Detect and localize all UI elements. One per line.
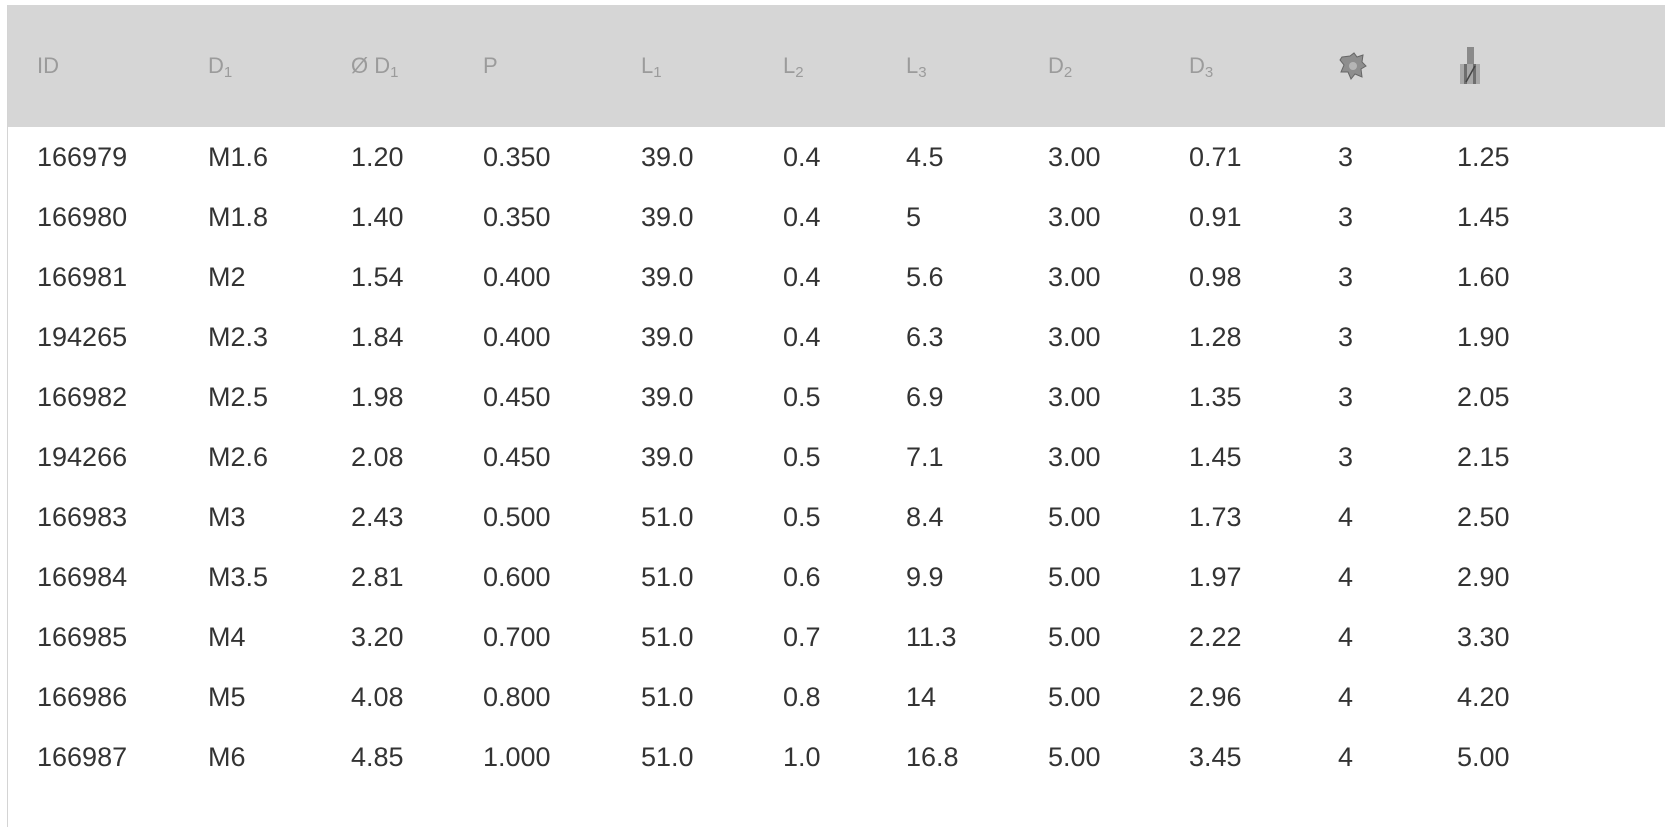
cell-l2: 0.7 <box>783 621 821 652</box>
cell-pitch: 0.400 <box>483 321 551 352</box>
table-row[interactable] <box>8 727 1665 787</box>
table-row[interactable] <box>8 187 1665 247</box>
cell-l1: 39.0 <box>641 441 694 472</box>
col-header-drill-diameter[interactable] <box>1427 5 1665 127</box>
cell-l2: 0.5 <box>783 501 821 532</box>
cell-l2: 0.4 <box>783 321 821 352</box>
cell-l2: 0.5 <box>783 381 821 412</box>
cell-l3: 7.1 <box>906 441 944 472</box>
cell-l3: 16.8 <box>906 741 959 772</box>
cell-pitch: 0.500 <box>483 501 551 532</box>
cell-thread-size: M6 <box>208 741 246 772</box>
col-header-l2[interactable]: $L_2$ <box>783 53 804 81</box>
cell-core-diameter: 1.54 <box>351 261 404 292</box>
cell-drill-diameter: 2.15 <box>1457 441 1510 472</box>
cell-pitch: 0.350 <box>483 201 551 232</box>
flutes-cross-section-icon <box>1338 51 1368 81</box>
cell-l3: 8.4 <box>906 501 944 532</box>
col-header-core-diameter[interactable]: Ø $D_1$ <box>351 53 399 81</box>
cell-drill-diameter: 1.90 <box>1457 321 1510 352</box>
cell-flutes: 3 <box>1338 201 1354 232</box>
table-row[interactable] <box>8 667 1665 727</box>
cell-d3: 2.96 <box>1189 681 1242 712</box>
cell-drill-diameter: 1.60 <box>1457 261 1510 292</box>
cell-core-diameter: 3.20 <box>351 621 404 652</box>
cell-drill-diameter: 2.05 <box>1457 381 1510 412</box>
cell-l1: 39.0 <box>641 141 694 172</box>
col-header-pitch[interactable]: P <box>483 53 498 78</box>
cell-d2: 3.00 <box>1048 381 1101 412</box>
table-row[interactable] <box>8 607 1665 667</box>
cell-pitch: 1.000 <box>483 741 551 772</box>
cell-flutes: 3 <box>1338 321 1354 352</box>
col-header-d1[interactable]: $D_1$ <box>208 53 233 81</box>
table-header-row <box>8 5 1665 127</box>
cell-thread-size: M2.6 <box>208 441 269 472</box>
cell-id: 166983 <box>37 501 128 532</box>
cell-pitch: 0.400 <box>483 261 551 292</box>
cell-d3: 1.73 <box>1189 501 1242 532</box>
cell-d3: 0.98 <box>1189 261 1242 292</box>
cell-d2: 5.00 <box>1048 501 1101 532</box>
cell-id: 166985 <box>37 621 128 652</box>
cell-l2: 1.0 <box>783 741 821 772</box>
cell-flutes: 3 <box>1338 261 1354 292</box>
cell-pitch: 0.450 <box>483 441 551 472</box>
cell-l2: 0.6 <box>783 561 821 592</box>
cell-l3: 5.6 <box>906 261 944 292</box>
cell-drill-diameter: 2.90 <box>1457 561 1510 592</box>
cell-l3: 6.3 <box>906 321 944 352</box>
cell-l1: 39.0 <box>641 381 694 412</box>
cell-d3: 1.45 <box>1189 441 1242 472</box>
cell-flutes: 3 <box>1338 141 1354 172</box>
table-row[interactable] <box>8 247 1665 307</box>
table-row[interactable] <box>8 367 1665 427</box>
cell-d2: 3.00 <box>1048 141 1101 172</box>
cell-flutes: 3 <box>1338 381 1354 412</box>
cell-l1: 39.0 <box>641 201 694 232</box>
cell-l1: 51.0 <box>641 561 694 592</box>
table-row[interactable] <box>8 127 1665 187</box>
cell-thread-size: M3 <box>208 501 246 532</box>
cell-pitch: 0.600 <box>483 561 551 592</box>
cell-l3: 14 <box>906 681 937 712</box>
cell-d2: 3.00 <box>1048 261 1101 292</box>
cell-core-diameter: 1.20 <box>351 141 404 172</box>
cell-d2: 3.00 <box>1048 321 1101 352</box>
col-header-l3[interactable]: $L_3$ <box>906 53 927 81</box>
table-row[interactable] <box>8 307 1665 367</box>
cell-flutes: 4 <box>1338 741 1354 772</box>
cell-thread-size: M2 <box>208 261 246 292</box>
cell-thread-size: M4 <box>208 621 246 652</box>
cell-core-diameter: 2.81 <box>351 561 404 592</box>
cell-l1: 51.0 <box>641 621 694 652</box>
cell-core-diameter: 4.08 <box>351 681 404 712</box>
cell-thread-size: M5 <box>208 681 246 712</box>
cell-thread-size: M1.6 <box>208 141 269 172</box>
cell-d2: 5.00 <box>1048 681 1101 712</box>
cell-l3: 9.9 <box>906 561 944 592</box>
col-header-d3[interactable]: $D_3$ <box>1189 53 1214 81</box>
cell-drill-diameter: 1.25 <box>1457 141 1510 172</box>
cell-flutes: 4 <box>1338 561 1354 592</box>
cell-d2: 3.00 <box>1048 441 1101 472</box>
table-row[interactable] <box>8 487 1665 547</box>
cell-d3: 1.97 <box>1189 561 1242 592</box>
cell-l1: 51.0 <box>641 681 694 712</box>
cell-l2: 0.4 <box>783 141 821 172</box>
cell-id: 166984 <box>37 561 128 592</box>
cell-core-diameter: 1.98 <box>351 381 404 412</box>
cell-id: 166982 <box>37 381 128 412</box>
cell-d2: 5.00 <box>1048 741 1101 772</box>
cell-d2: 5.00 <box>1048 561 1101 592</box>
cell-core-diameter: 2.43 <box>351 501 404 532</box>
cell-drill-diameter: 3.30 <box>1457 621 1510 652</box>
product-spec-table <box>8 5 1665 787</box>
cell-thread-size: M2.5 <box>208 381 269 412</box>
cell-thread-size: M2.3 <box>208 321 269 352</box>
cell-flutes: 4 <box>1338 501 1354 532</box>
cell-l3: 4.5 <box>906 141 944 172</box>
cell-id: 166980 <box>37 201 128 232</box>
cell-id: 166986 <box>37 681 128 712</box>
cell-pitch: 0.350 <box>483 141 551 172</box>
col-header-flutes[interactable] <box>1308 5 1427 127</box>
cell-l1: 51.0 <box>641 741 694 772</box>
cell-id: 194265 <box>37 321 128 352</box>
cell-d2: 5.00 <box>1048 621 1101 652</box>
cell-flutes: 3 <box>1338 441 1354 472</box>
cell-flutes: 4 <box>1338 681 1354 712</box>
cell-d2: 3.00 <box>1048 201 1101 232</box>
drill-diameter-icon <box>1457 46 1483 86</box>
col-header-l1[interactable]: $L_1$ <box>641 53 662 81</box>
cell-l3: 6.9 <box>906 381 944 412</box>
product-table-container <box>7 5 1665 827</box>
cell-id: 166987 <box>37 741 128 772</box>
cell-l1: 39.0 <box>641 321 694 352</box>
cell-thread-size: M3.5 <box>208 561 269 592</box>
cell-l1: 51.0 <box>641 501 694 532</box>
cell-core-diameter: 1.84 <box>351 321 404 352</box>
cell-l3: 11.3 <box>906 621 957 652</box>
col-header-id[interactable]: ID <box>37 53 59 78</box>
cell-core-diameter: 2.08 <box>351 441 404 472</box>
cell-pitch: 0.700 <box>483 621 551 652</box>
cell-l1: 39.0 <box>641 261 694 292</box>
table-row[interactable] <box>8 547 1665 607</box>
cell-flutes: 4 <box>1338 621 1354 652</box>
cell-d3: 1.35 <box>1189 381 1242 412</box>
cell-drill-diameter: 1.45 <box>1457 201 1510 232</box>
cell-pitch: 0.800 <box>483 681 551 712</box>
cell-pitch: 0.450 <box>483 381 551 412</box>
cell-thread-size: M1.8 <box>208 201 269 232</box>
cell-d3: 2.22 <box>1189 621 1242 652</box>
cell-id: 166981 <box>37 261 128 292</box>
table-row[interactable] <box>8 427 1665 487</box>
cell-drill-diameter: 5.00 <box>1457 741 1510 772</box>
cell-drill-diameter: 4.20 <box>1457 681 1510 712</box>
cell-l2: 0.5 <box>783 441 821 472</box>
cell-core-diameter: 1.40 <box>351 201 404 232</box>
cell-d3: 1.28 <box>1189 321 1242 352</box>
cell-l2: 0.4 <box>783 201 821 232</box>
cell-l2: 0.4 <box>783 261 821 292</box>
cell-d3: 0.91 <box>1189 201 1242 232</box>
col-header-d2[interactable]: $D_2$ <box>1048 53 1073 81</box>
cell-l3: 5 <box>906 201 922 232</box>
cell-id: 194266 <box>37 441 128 472</box>
cell-l2: 0.8 <box>783 681 821 712</box>
cell-id: 166979 <box>37 141 128 172</box>
cell-d3: 3.45 <box>1189 741 1242 772</box>
cell-d3: 0.71 <box>1189 141 1242 172</box>
cell-core-diameter: 4.85 <box>351 741 404 772</box>
cell-drill-diameter: 2.50 <box>1457 501 1510 532</box>
